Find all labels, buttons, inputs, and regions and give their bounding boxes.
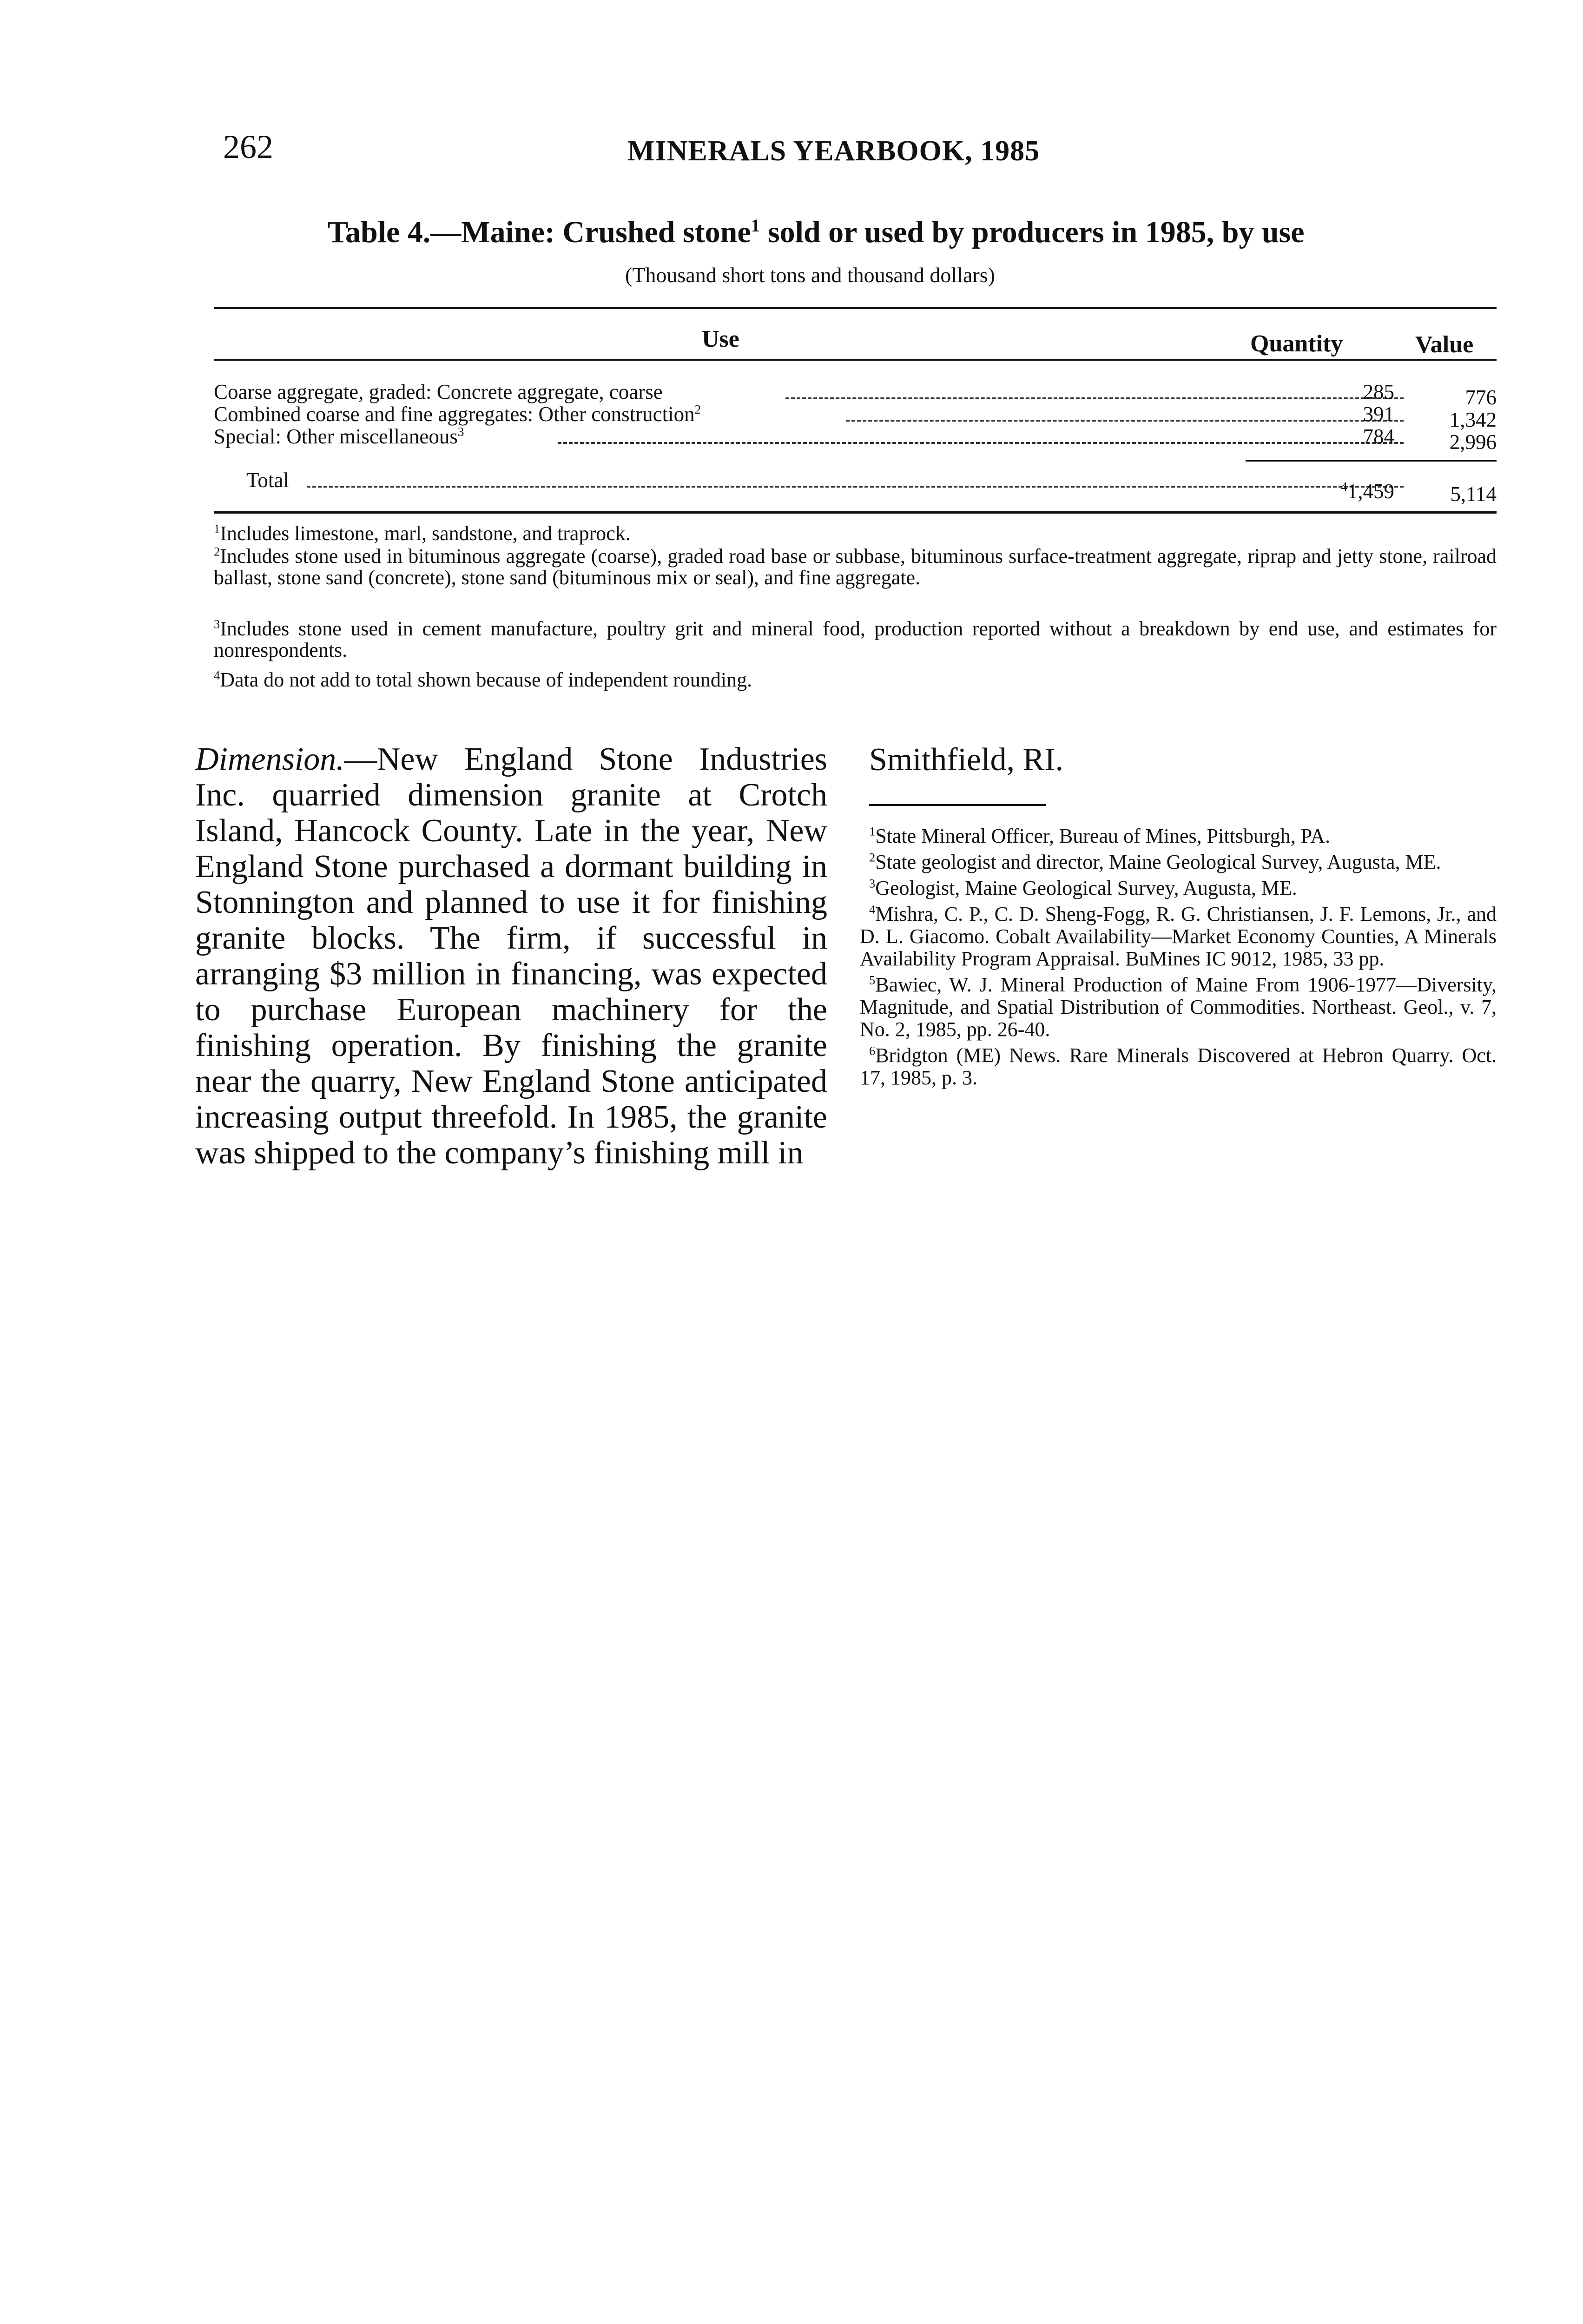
page-footnotes xyxy=(860,825,1497,1093)
footnote-text: Geologist, Maine Geological Survey, Augusta, ME. xyxy=(875,877,1297,899)
table-row xyxy=(214,423,1497,454)
footnote-text: Data do not add to total shown because of independent rounding. xyxy=(220,668,752,691)
table-title-text: Table 4.—Maine: Crushed stone xyxy=(328,215,751,249)
total-rule xyxy=(1246,460,1497,462)
footnote-text: State geologist and director, Maine Geological Survey, Augusta, ME. xyxy=(875,851,1441,873)
total-footnote-ref: 4 xyxy=(1341,480,1347,494)
footnote-text: Mishra, C. P., C. D. Sheng-Fogg, R. G. Christiansen, J. F. Lemons, Jr., and D. L. Giacomo. Cobalt Availability—Market Economy Counties, A Minerals Availability Program Appraisal. BuMines IC 9012, 1985, 33 pp. xyxy=(860,903,1497,970)
page-footnote-1 xyxy=(860,825,1497,847)
footnote-marker: 4 xyxy=(214,668,220,682)
table-top-rule xyxy=(214,307,1497,309)
body-paragraph xyxy=(195,741,827,1171)
table-header-rule xyxy=(214,359,1497,361)
footnote-text: Bridgton (ME) News. Rare Minerals Discovered at Hebron Quarry. Oct. 17, 1985, p. 3. xyxy=(860,1044,1497,1089)
leader-dots xyxy=(558,442,1404,444)
row-quantity: 285 xyxy=(1363,380,1394,403)
row-label-text: Special: Other miscellaneous xyxy=(214,425,458,448)
table-title-footnote-ref: 1 xyxy=(751,215,760,236)
table-total-row xyxy=(214,467,1497,506)
footnote-text: Includes limestone, marl, sandstone, and traprock. xyxy=(220,522,631,545)
page-footnote-2 xyxy=(860,851,1497,873)
table-footnote-1 xyxy=(214,523,1497,544)
total-quantity-value: 1,459 xyxy=(1347,480,1394,503)
page-number: 262 xyxy=(223,128,273,165)
table-title xyxy=(328,215,1305,250)
row-quantity: 784 xyxy=(1363,425,1394,448)
footnote-marker: 2 xyxy=(214,544,220,559)
footnote-marker: 2 xyxy=(869,850,876,865)
row-value: 1,342 xyxy=(1449,408,1497,431)
table-title-text-end: sold or used by producers in 1985, by use xyxy=(760,215,1305,249)
footnote-marker: 3 xyxy=(869,876,876,891)
table-footnote-3 xyxy=(214,618,1497,661)
row-quantity: 391 xyxy=(1363,403,1394,426)
footnote-marker: 5 xyxy=(869,973,876,987)
table-footnote-4 xyxy=(214,669,1497,691)
footnote-text: State Mineral Officer, Bureau of Mines, Pittsburgh, PA. xyxy=(875,825,1330,847)
footnote-marker: 3 xyxy=(214,617,220,631)
section-lead: Dimension. xyxy=(195,741,344,777)
row-value: 776 xyxy=(1465,386,1497,409)
total-quantity xyxy=(1301,478,1394,504)
page-footnote-5 xyxy=(860,974,1497,1041)
row-label-text: Coarse aggregate, graded: Concrete aggregate, coarse xyxy=(214,380,663,403)
body-text: —New England Stone Industries Inc. quarried dimension granite at Crotch Island, Hancock County. Late in the year, New England Stone purchased a dormant building in Stonnington and planned to use it for finishing granite blocks. The firm, if successful in arranging $3 million in financing, was expected to purchase European machinery for the finishing operation. By finishing the granite near the quarry, New England Stone anticipated increasing output threefold. In 1985, the granite was shipped to the company’s finishing mill in xyxy=(195,741,827,1171)
page-footnote-4 xyxy=(860,903,1497,970)
column-header-quantity: Quantity xyxy=(1250,330,1343,357)
row-footnote-ref: 3 xyxy=(457,425,464,439)
table-bottom-rule xyxy=(214,511,1497,514)
footnote-marker: 1 xyxy=(869,824,876,838)
footnote-separator xyxy=(869,804,1046,806)
column-header-use: Use xyxy=(702,326,739,352)
column-header-value: Value xyxy=(1415,331,1474,358)
footnote-text: Bawiec, W. J. Mineral Production of Maine From 1906-1977—Diversity, Magnitude, and Spatial Distribution of Commodities. Northeast. Geol., v. 7, No. 2, 1985, pp. 26-40. xyxy=(860,973,1497,1041)
row-footnote-ref: 2 xyxy=(694,403,701,416)
page-footnote-3 xyxy=(860,877,1497,899)
row-label-text: Combined coarse and fine aggregates: Other construction xyxy=(214,403,695,426)
footnote-marker: 4 xyxy=(869,902,876,917)
row-label xyxy=(214,423,464,449)
leader-dots xyxy=(307,486,1404,488)
body-continuation: Smithfield, RI. xyxy=(869,742,1064,778)
running-head: MINERALS YEARBOOK, 1985 xyxy=(627,135,1040,167)
table-footnote-2 xyxy=(214,546,1497,588)
footnote-marker: 1 xyxy=(214,522,220,536)
footnote-text: Includes stone used in bituminous aggregate (coarse), graded road base or subbase, bituminous surface-treatment aggregate, riprap and jetty stone, railroad ballast, stone sand (concrete), stone sand (bituminous mix or seal), and fine aggregate. xyxy=(214,545,1497,589)
total-label: Total xyxy=(246,469,289,492)
footnote-marker: 6 xyxy=(869,1043,876,1058)
total-value: 5,114 xyxy=(1450,482,1497,506)
footnote-text: Includes stone used in cement manufacture, poultry grit and mineral food, production reported without a breakdown by end use, and estimates for nonrespondents. xyxy=(214,617,1497,661)
row-value: 2,996 xyxy=(1449,430,1497,454)
table-subtitle: (Thousand short tons and thousand dollars) xyxy=(625,263,995,287)
page-footnote-6 xyxy=(860,1044,1497,1089)
